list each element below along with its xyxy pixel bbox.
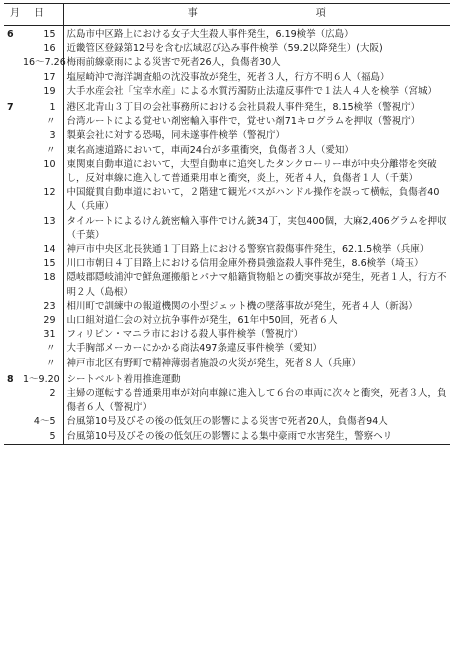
table-row xyxy=(4,415,450,429)
event-cell: 川口市朝日４丁目路上における信用金庫外務員強盗殺人事件発生，8.6検挙（埼玉） xyxy=(63,257,450,271)
month-cell xyxy=(4,56,23,70)
month-cell xyxy=(4,357,23,371)
header-event-right: 項 xyxy=(315,8,326,20)
table-row xyxy=(4,342,450,356)
month-cell xyxy=(4,314,23,328)
event-cell: フィリピン・マニラ市における殺人事件検挙（警視庁） xyxy=(63,328,450,342)
header-event-left: 事 xyxy=(187,8,198,20)
day-cell: 〃 xyxy=(45,116,56,128)
day-cell: 1～9.20 xyxy=(23,373,60,385)
event-cell: 山口組対道仁会の対立抗争事件が発生，61年中50回，死者６人 xyxy=(63,314,450,328)
event-cell: 中国縦貫自動車道において，２階建て観光バスがハンドル操作を誤って横転，負傷者40人（兵庫） xyxy=(63,186,450,214)
event-cell: 近畿管区登録第12号を含む広域忍び込み事件検挙（59.2以降発生）(大阪) xyxy=(63,42,450,56)
day-cell: 3 xyxy=(49,130,56,142)
day-cell: 15 xyxy=(43,258,56,270)
event-cell: 梅雨前線豪雨による災害で死者26人，負傷者30人 xyxy=(63,56,450,70)
table-row xyxy=(4,26,450,43)
event-cell: 塩屋崎沖で海洋調査船の沈没事故が発生，死者３人，行方不明６人（福島） xyxy=(63,71,450,85)
month-cell xyxy=(4,215,23,243)
day-cell: 23 xyxy=(43,300,56,312)
table-row xyxy=(4,99,450,115)
day-cell: 19 xyxy=(43,85,56,97)
event-cell: 東関東自動車道において，大型自動車に追突したタンクローリー車が中央分離帯を突破し，反対車線に進入して普通乗用車と衝突，炎上，死者４人，負傷者１人（千葉） xyxy=(63,158,450,186)
day-cell: 10 xyxy=(43,158,56,170)
table-row xyxy=(4,300,450,314)
day-cell: 4～5 xyxy=(33,416,56,428)
table-row xyxy=(4,215,450,243)
table-row xyxy=(4,115,450,129)
month-cell: 8 xyxy=(7,373,14,385)
month-cell xyxy=(4,387,23,415)
month-cell xyxy=(4,71,23,85)
table-row xyxy=(4,158,450,186)
month-cell xyxy=(4,115,23,129)
month-cell xyxy=(4,144,23,158)
day-cell: 14 xyxy=(43,244,56,256)
table-row xyxy=(4,371,450,387)
day-cell: 17 xyxy=(43,71,56,83)
month-cell xyxy=(4,328,23,342)
month-cell xyxy=(4,243,23,257)
header-month-day: 月 日 xyxy=(4,4,63,26)
table-row xyxy=(4,328,450,342)
day-cell: 18 xyxy=(43,272,56,284)
header-event xyxy=(63,4,450,26)
table-row xyxy=(4,430,450,445)
month-cell xyxy=(4,186,23,214)
month-cell xyxy=(4,342,23,356)
day-cell: 16～7.26 xyxy=(23,57,66,69)
event-cell: 大手水産会社「宝幸水産」による水質汚濁防止法違反事件で１法人４人を検挙（宮城） xyxy=(63,85,450,99)
month-cell: 6 xyxy=(7,29,14,40)
event-cell: 台風第10号及びその後の低気圧の影響による災害で死者20人，負傷者94人 xyxy=(63,415,450,429)
day-cell: 〃 xyxy=(45,144,56,156)
day-cell: 5 xyxy=(23,430,63,445)
event-cell: 相川町で訓練中の報道機関の小型ジェット機の墜落事故が発生，死者４人（新潟） xyxy=(63,300,450,314)
table-row xyxy=(4,271,450,299)
day-cell: 31 xyxy=(43,329,56,341)
event-cell: 製菓会社に対する恐喝，同未遂事件検挙（警視庁） xyxy=(63,129,450,143)
table-row xyxy=(4,129,450,143)
day-cell: 12 xyxy=(43,187,56,199)
table-row xyxy=(4,144,450,158)
event-cell: 台風第10号及びその後の低気圧の影響による集中豪雨で水害発生，警察ヘリ xyxy=(63,430,450,445)
event-cell: 神戸市中央区北長狭通１丁目路上における警察官殺傷事件発生，62.1.5検挙（兵庫） xyxy=(63,243,450,257)
month-cell xyxy=(4,415,23,429)
table-row xyxy=(4,56,450,70)
month-cell xyxy=(4,129,23,143)
table-row xyxy=(4,243,450,257)
table-row xyxy=(4,42,450,56)
day-cell: 1 xyxy=(49,102,56,114)
month-cell xyxy=(4,257,23,271)
day-cell: 〃 xyxy=(45,343,56,355)
chronology-table xyxy=(4,3,450,445)
table-row xyxy=(4,186,450,214)
month-cell xyxy=(4,271,23,299)
table-row xyxy=(4,257,450,271)
month-cell xyxy=(4,300,23,314)
day-cell: 13 xyxy=(43,215,56,227)
event-cell: シートベルト着用推進運動 xyxy=(63,371,450,387)
day-cell: 〃 xyxy=(45,357,56,369)
table-header xyxy=(4,4,450,26)
month-cell xyxy=(4,85,23,99)
table-row xyxy=(4,85,450,99)
day-cell: 2 xyxy=(49,388,56,400)
event-cell: 広島市中区路上における女子大生殺人事件発生，6.19検挙（広島） xyxy=(63,26,450,43)
event-cell: 台湾ルートによる覚せい剤密輸入事件で，覚せい剤71キログラムを押収（警視庁） xyxy=(63,115,450,129)
event-cell: 東名高速道路において，車両24台が多重衝突，負傷者３人（愛知） xyxy=(63,144,450,158)
month-cell xyxy=(4,430,23,445)
day-cell: 15 xyxy=(43,29,56,40)
event-cell: 隠岐郡隠岐浦沖で鮮魚運搬船とパナマ船籍貨物船との衝突事故が発生，死者１人，行方不明２人（島根） xyxy=(63,271,450,299)
event-cell: 主婦の運転する普通乗用車が対向車線に進入して６台の車両に次々と衝突，死者３人，負傷者６人（警視庁） xyxy=(63,387,450,415)
table-body xyxy=(4,26,450,445)
table-row xyxy=(4,357,450,371)
event-cell: 港区北青山３丁目の会社事務所における会社員殺人事件発生，8.15検挙（警視庁） xyxy=(63,99,450,115)
month-cell: 7 xyxy=(7,102,14,114)
month-cell xyxy=(4,42,23,56)
event-cell: タイルートによるけん銃密輸入事件でけん銃34丁，実包400個，大麻2,406グラムを押収（千葉） xyxy=(63,215,450,243)
month-cell xyxy=(4,158,23,186)
table-row xyxy=(4,314,450,328)
day-cell: 16 xyxy=(43,43,56,55)
event-cell: 神戸市北区有野町で精神薄弱者施設の火災が発生，死者８人（兵庫） xyxy=(63,357,450,371)
day-cell: 29 xyxy=(43,315,56,327)
table-row xyxy=(4,387,450,415)
event-cell: 大手胸部メーカーにかかる商法497条違反事件検挙（愛知） xyxy=(63,342,450,356)
table-row xyxy=(4,71,450,85)
